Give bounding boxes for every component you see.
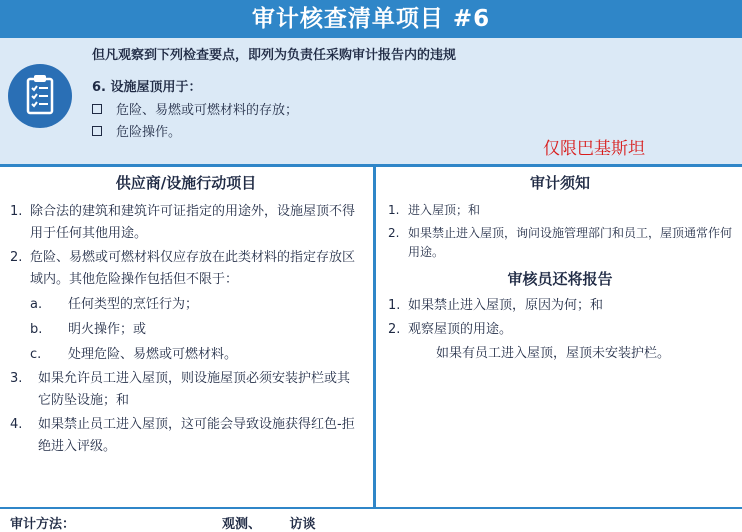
header-panel: [0, 38, 742, 164]
item-number: 2.: [388, 226, 400, 240]
item-number: 2.: [388, 322, 401, 337]
page-title: 审计核查清单项目 #6: [0, 0, 742, 38]
list-item: [10, 247, 358, 291]
item-text: 进入屋顶；和: [408, 203, 481, 217]
list-item: [388, 224, 732, 262]
question-option: [92, 99, 298, 118]
item-number: 2.: [10, 250, 23, 265]
item-text: 如果允许员工进入屋顶，则设施屋顶必须安装护栏或其它防坠设施；和: [38, 371, 351, 408]
item-number: c.: [30, 347, 42, 362]
list-item: [10, 294, 358, 316]
list-item: [10, 319, 358, 341]
question-option: [92, 121, 298, 140]
footer-divider: [0, 507, 742, 509]
item-text: 除合法的建筑和建筑许可证指定的用途外，设施屋顶不得用于任何其他用途。: [30, 204, 356, 241]
report-note: 如果有员工进入屋顶，屋顶未安装护栏。: [436, 346, 671, 361]
item-text: 如果禁止进入屋顶，询问设施管理部门和员工，屋顶通常作何用途。: [408, 226, 733, 259]
auditor-report-title: 审核员还将报告: [507, 270, 613, 288]
item-text: 观察屋顶的用途。: [408, 322, 513, 337]
item-number: 4.: [10, 417, 23, 432]
clipboard-checklist-icon: [8, 64, 72, 128]
supplier-actions-column: [0, 168, 372, 506]
question-block: [92, 76, 298, 143]
question-option-label: 危险操作。: [116, 125, 182, 140]
item-number: 1.: [388, 298, 401, 313]
audit-method-label: 审计方法：: [10, 517, 76, 532]
list-item: [10, 344, 358, 366]
audit-notes-column: [378, 168, 742, 506]
question-title: 6. 设施屋顶用于：: [92, 80, 202, 95]
violation-notice: 但凡观察到下列检查要点，即列为负责任采购审计报告内的违规: [92, 48, 457, 63]
item-text: 如果禁止员工进入屋顶，这可能会导致设施获得红色-拒绝进入评级。: [38, 417, 355, 454]
supplier-actions-title: 供应商/设施行动项目: [115, 174, 257, 192]
item-text: 危险、易燃或可燃材料仅应存放在此类材料的指定存放区域内。其他危险操作包括但不限于：: [30, 250, 356, 287]
item-text: 处理危险、易燃或可燃材料。: [68, 347, 238, 362]
list-item: [388, 319, 732, 341]
item-number: a.: [30, 297, 43, 312]
checkbox-icon: [92, 126, 102, 136]
list-item: [10, 414, 358, 458]
list-item: [388, 201, 732, 220]
item-number: b.: [30, 322, 43, 337]
item-text: 任何类型的烹饪行为；: [68, 297, 199, 312]
method-observation: 观测、: [222, 517, 262, 532]
question-option-label: 危险、易燃或可燃材料的存放；: [116, 103, 299, 118]
checkbox-icon: [92, 104, 102, 114]
list-item: [388, 295, 732, 317]
region-label: 仅限巴基斯坦: [543, 139, 645, 159]
item-number: 1.: [10, 204, 23, 219]
list-item: [10, 368, 358, 412]
item-number: 3.: [10, 371, 23, 386]
header-divider: [0, 164, 742, 167]
item-number: 1.: [388, 203, 400, 217]
column-divider: [373, 166, 376, 508]
list-item: [10, 201, 358, 245]
audit-notes-title: 审计须知: [529, 174, 590, 192]
audit-method-values: [222, 513, 340, 532]
method-interview: 访谈: [289, 517, 316, 532]
item-text: 如果禁止进入屋顶，原因为何；和: [408, 298, 604, 313]
item-text: 明火操作；或: [68, 322, 147, 337]
